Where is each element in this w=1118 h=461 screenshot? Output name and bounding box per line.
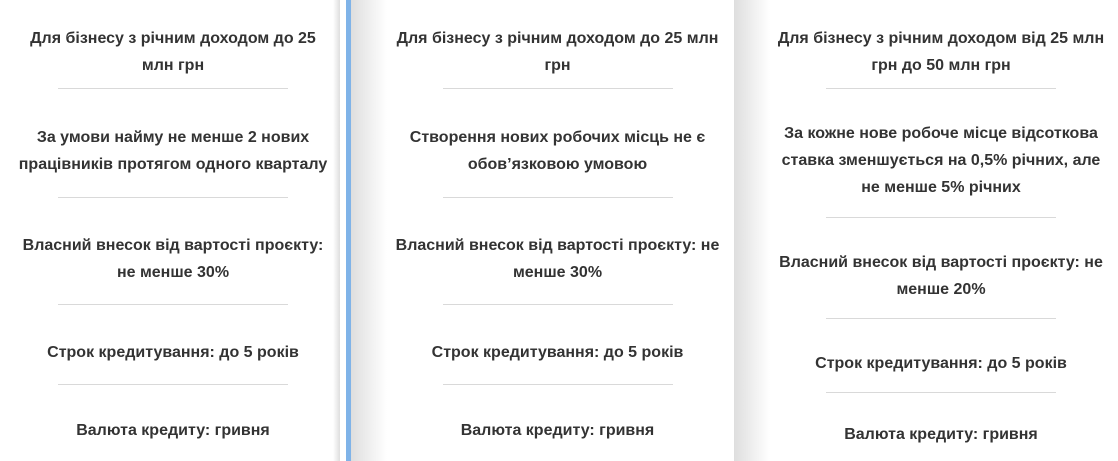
condition-own-contribution (764, 218, 1118, 319)
pricing-column-1-rows (0, 0, 346, 461)
condition-text: Валюта кредиту: гривня (844, 425, 1038, 443)
pricing-column-1 (0, 0, 346, 461)
condition-jobs (764, 89, 1118, 218)
condition-text: Для бізнесу з річним доходом до 25 млн грн (396, 29, 719, 74)
condition-own-contribution (381, 198, 734, 305)
condition-jobs (381, 89, 734, 198)
pricing-column-3 (734, 0, 1118, 461)
condition-currency (764, 393, 1118, 461)
pricing-column-2-rows (381, 0, 734, 461)
pricing-column-3-rows (764, 0, 1118, 461)
condition-text: Строк кредитування: до 5 років (431, 343, 684, 361)
condition-text: Створення нових робочих місць не є обов’язковою умовою (409, 128, 706, 173)
condition-text: Валюта кредиту: гривня (76, 421, 270, 439)
condition-jobs (0, 89, 346, 198)
condition-term (381, 305, 734, 385)
condition-text: Валюта кредиту: гривня (460, 421, 655, 439)
condition-text: Для бізнесу з річним доходом від 25 млн грн до 50 млн грн (777, 29, 1105, 74)
condition-text: Власний внесок від вартості проєкту: не менше 30% (22, 236, 324, 281)
condition-income (764, 0, 1118, 89)
condition-term (764, 319, 1118, 393)
condition-text: За умови найму не менше 2 нових працівників протягом одного кварталу (18, 128, 328, 173)
condition-own-contribution (0, 198, 346, 305)
condition-income (381, 0, 734, 89)
pricing-column-2-featured (351, 0, 734, 461)
condition-income (0, 0, 346, 89)
condition-text: Власний внесок від вартості проєкту: не менше 30% (395, 236, 720, 281)
condition-text: За кожне нове робоче місце відсоткова ставка зменшується на 0,5% річних, але не менше 5% річних (781, 125, 1101, 196)
condition-currency (0, 385, 346, 461)
condition-term (0, 305, 346, 385)
condition-text: Строк кредитування: до 5 років (47, 343, 299, 361)
condition-text: Для бізнесу з річним доходом до 25 млн грн (30, 29, 316, 74)
condition-text: Строк кредитування: до 5 років (815, 354, 1067, 372)
condition-currency (381, 385, 734, 461)
condition-text: Власний внесок від вартості проєкту: не менше 20% (779, 253, 1103, 298)
